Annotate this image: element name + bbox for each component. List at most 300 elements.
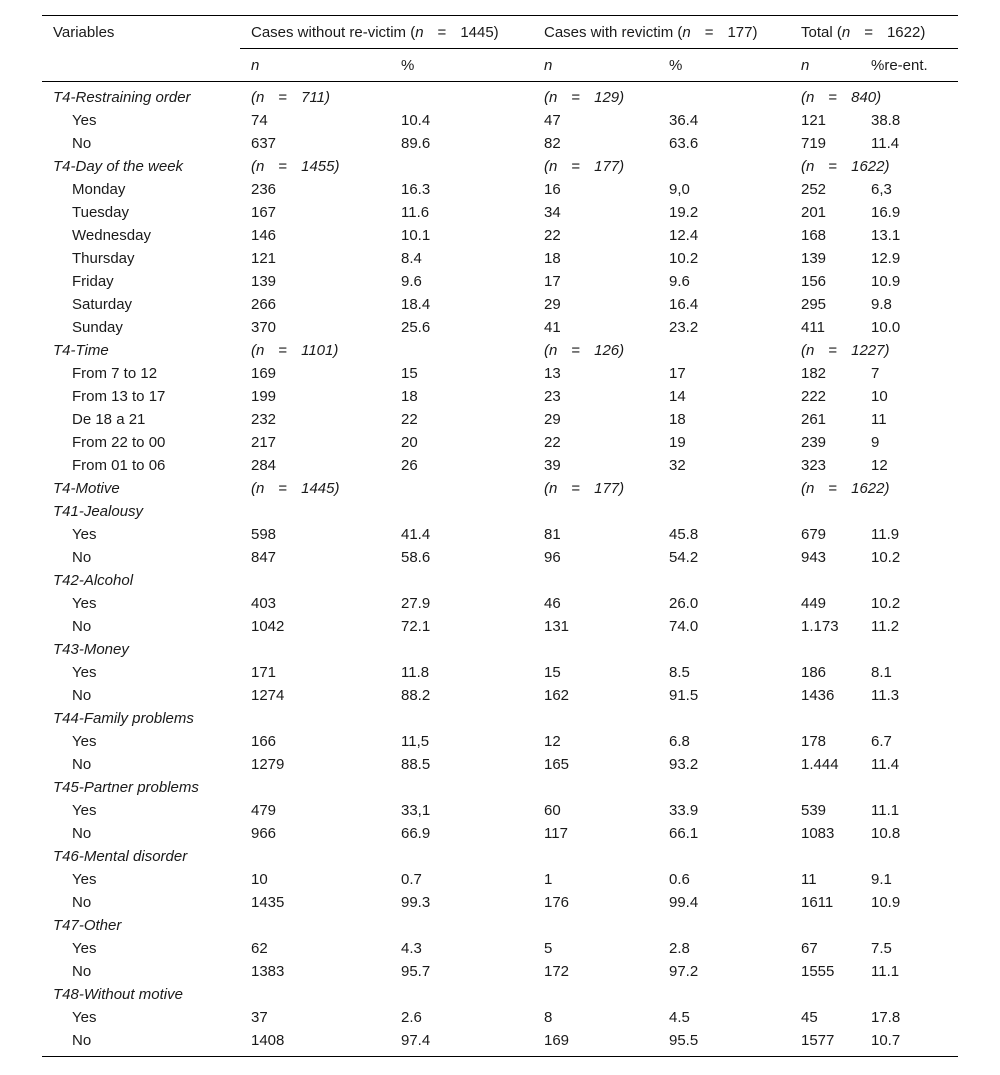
section-sample-size [240,776,533,799]
section-sample-size [533,845,790,868]
cell-n-with: 39 [544,457,561,474]
cell-n-without: 1274 [251,687,285,704]
cell-n-without: 167 [251,204,277,221]
table-row [42,178,958,201]
section-row [42,983,958,1006]
section-row [42,500,958,523]
section-label: T45-Partner problems [53,779,199,796]
cell-n-with: 29 [544,296,561,313]
table-row [42,293,958,316]
cell-pct-reent: 10.2 [871,595,901,612]
cell-pct-with: 4.5 [669,1009,690,1026]
cell-pct-reent: 9.1 [871,871,892,888]
section-sample-size [240,845,533,868]
cell-n-total: 943 [801,549,827,566]
cell-n-with: 117 [544,825,568,842]
cell-n-with: 13 [544,365,561,382]
row-label: From 01 to 06 [72,457,166,474]
cell-pct-with: 8.5 [669,664,690,681]
section-row [42,914,958,937]
cell-pct-reent: 11.4 [871,756,900,773]
cell-n-without: 166 [251,733,277,750]
table-row [42,592,958,615]
cell-n-total: 201 [801,204,827,221]
cell-pct-without: 18.4 [401,296,431,313]
section-sample-size [240,707,533,730]
subheader-n-without: n [240,49,390,82]
cell-n-with: 41 [544,319,561,336]
table-row [42,385,958,408]
section-sample-size [790,500,958,523]
cell-pct-without: 88.2 [401,687,431,704]
cell-n-without: 121 [251,250,277,267]
cell-n-total: 67 [801,940,818,957]
cell-pct-reent: 13.1 [871,227,901,244]
cell-pct-with: 6.8 [669,733,690,750]
cell-n-with: 17 [544,273,561,290]
section-row [42,845,958,868]
row-label: Yes [72,664,97,681]
data-table [42,15,958,1057]
cell-n-without: 1435 [251,894,285,911]
cell-n-without: 1279 [251,756,285,773]
cell-n-without: 146 [251,227,277,244]
section-sample-size: (n = 1445) [251,480,340,497]
cell-n-total: 121 [801,112,827,129]
section-sample-size [790,776,958,799]
section-sample-size [533,638,790,661]
cell-pct-reent: 11.9 [871,526,900,543]
cell-n-without: 171 [251,664,277,681]
section-label: T4-Restraining order [53,89,191,106]
cell-pct-without: 66.9 [401,825,431,842]
cell-pct-with: 9.6 [669,273,690,290]
section-row [42,339,958,362]
section-row [42,776,958,799]
cell-pct-reent: 10.7 [860,1029,958,1057]
row-label: No [72,825,92,842]
section-sample-size: (n = 1455) [251,158,340,175]
table-row [42,960,958,983]
cell-pct-with: 45.8 [669,526,699,543]
cell-pct-reent: 6.7 [871,733,892,750]
row-label: Yes [72,871,97,888]
table-row [42,270,958,293]
cell-n-with: 176 [544,894,570,911]
cell-pct-reent: 11.1 [871,802,900,819]
section-sample-size: (n = 1227) [801,342,890,359]
cell-pct-with: 14 [669,388,686,405]
cell-n-total: 719 [801,135,827,152]
section-sample-size [790,569,958,592]
cell-pct-with: 91.5 [669,687,699,704]
cell-n-without: 199 [251,388,277,405]
section-sample-size [240,983,533,1006]
section-label: T41-Jealousy [53,503,144,520]
cell-pct-without: 8.4 [401,250,422,267]
table-row [42,316,958,339]
cell-pct-reent: 10.9 [871,894,901,911]
cell-pct-with: 2.8 [669,940,690,957]
cell-n-total: 411 [801,319,825,336]
cell-pct-with: 93.2 [669,756,699,773]
cell-n-without: 1383 [251,963,285,980]
cell-n-without: 37 [251,1009,268,1026]
cell-pct-without: 10.1 [401,227,431,244]
section-sample-size: (n = 1622) [801,158,890,175]
section-label: T4-Motive [53,480,120,497]
section-sample-size [533,569,790,592]
row-label: Yes [72,1009,97,1026]
cell-n-with: 81 [544,526,561,543]
cell-n-with: 22 [544,227,561,244]
table-row [42,247,958,270]
cell-n-total: 1577 [790,1029,860,1057]
section-sample-size: (n = 177) [544,480,625,497]
cell-pct-without: 41.4 [401,526,431,543]
cell-pct-without: 9.6 [401,273,422,290]
cell-pct-reent: 7 [871,365,880,382]
cell-pct-without: 27.9 [401,595,431,612]
cell-pct-without: 15 [401,365,418,382]
section-sample-size [790,638,958,661]
table-row [42,431,958,454]
cell-pct-reent: 9 [871,434,880,451]
cell-n-without: 232 [251,411,277,428]
cell-pct-reent: 10 [871,388,888,405]
cell-pct-reent: 11 [871,411,887,428]
cell-pct-with: 16.4 [669,296,699,313]
cell-pct-reent: 6,3 [871,181,892,198]
cell-pct-with: 54.2 [669,549,699,566]
section-sample-size [240,638,533,661]
cell-pct-without: 89.6 [401,135,431,152]
subheader-n-total: n [790,49,860,82]
row-label: From 7 to 12 [72,365,158,382]
cell-pct-without: 0.7 [401,871,422,888]
row-label: Yes [72,940,97,957]
cell-pct-reent: 12 [871,457,888,474]
subheader-n-with: n [533,49,658,82]
row-label: No [72,963,92,980]
cell-pct-reent: 11.4 [871,135,900,152]
cell-pct-without: 4.3 [401,940,422,957]
row-label: De 18 a 21 [72,411,146,428]
cell-pct-with: 95.5 [658,1029,790,1057]
section-sample-size: (n = 126) [544,342,625,359]
cell-n-with: 165 [544,756,570,773]
section-sample-size: (n = 1101) [251,342,339,359]
cell-n-with: 5 [544,940,553,957]
cell-n-total: 295 [801,296,827,313]
cell-pct-without: 72.1 [401,618,431,635]
cell-n-with: 18 [544,250,561,267]
cell-pct-reent: 8.1 [871,664,892,681]
table-row [42,1029,958,1057]
cell-n-total: 261 [801,411,827,428]
section-row [42,82,958,110]
cell-n-without: 139 [251,273,277,290]
cell-n-without: 1408 [240,1029,390,1057]
table-row [42,891,958,914]
cell-n-with: 23 [544,388,561,405]
cell-n-with: 82 [544,135,561,152]
cell-n-without: 370 [251,319,277,336]
row-label: Sunday [72,319,123,336]
table-row [42,132,958,155]
table-row [42,1006,958,1029]
row-label: From 22 to 00 [72,434,166,451]
cell-n-with: 12 [544,733,561,750]
cell-n-with: 22 [544,434,561,451]
subheader-row [42,49,958,82]
cell-pct-without: 11.8 [401,664,430,681]
table-row [42,201,958,224]
cell-pct-reent: 7.5 [871,940,892,957]
cell-pct-reent: 16.9 [871,204,901,221]
cell-pct-without: 97.4 [390,1029,533,1057]
cell-n-without: 236 [251,181,277,198]
table-row [42,523,958,546]
section-label: T43-Money [53,641,129,658]
row-label: No [72,687,92,704]
section-sample-size [533,776,790,799]
row-label: No [72,756,92,773]
table-row [42,753,958,776]
row-label: No [72,135,92,152]
cell-n-total: 449 [801,595,827,612]
cell-pct-reent: 10.2 [871,549,901,566]
row-label: From 13 to 17 [72,388,166,405]
cell-n-with: 169 [533,1029,658,1057]
cell-pct-without: 18 [401,388,418,405]
section-sample-size: (n = 711) [251,89,331,106]
cell-pct-without: 20 [401,434,418,451]
row-label: Yes [72,595,97,612]
cell-n-with: 15 [544,664,561,681]
cell-pct-without: 88.5 [401,756,431,773]
subheader-pct-reent: %re-ent. [860,49,958,82]
row-label: Tuesday [72,204,129,221]
cell-n-total: 222 [801,388,827,405]
cell-pct-with: 66.1 [669,825,699,842]
cell-n-total: 178 [801,733,827,750]
cell-pct-reent: 11.2 [871,618,900,635]
row-label: Thursday [72,250,135,267]
cell-pct-without: 33,1 [401,802,431,819]
cell-pct-reent: 9.8 [871,296,892,313]
cell-pct-with: 74.0 [669,618,699,635]
row-label: Saturday [72,296,133,313]
table-body [42,82,958,1057]
row-label: Yes [72,112,97,129]
section-row [42,707,958,730]
cell-pct-with: 9,0 [669,181,690,198]
cell-n-with: 8 [544,1009,553,1026]
cell-pct-without: 11,5 [401,733,430,750]
cell-n-without: 847 [251,549,277,566]
header-group-without-revictim: Cases without re-victim (n = 1445) [240,16,533,49]
cell-pct-reent: 10.0 [871,319,901,336]
row-label: No [72,894,92,911]
section-sample-size [533,914,790,937]
cell-pct-reent: 17.8 [871,1009,901,1026]
cell-n-total: 156 [801,273,827,290]
cell-n-with: 46 [544,595,561,612]
cell-n-total: 1555 [801,963,835,980]
section-label: T4-Time [53,342,109,359]
cell-pct-without: 16.3 [401,181,431,198]
subheader-pct-with: % [658,49,790,82]
cell-n-without: 966 [251,825,277,842]
cell-pct-without: 25.6 [401,319,431,336]
cell-pct-reent: 38.8 [871,112,901,129]
cell-pct-without: 11.6 [401,204,430,221]
table-row [42,454,958,477]
section-row [42,477,958,500]
cell-pct-with: 12.4 [669,227,699,244]
section-sample-size [240,914,533,937]
section-label: T4-Day of the week [53,158,184,175]
section-row [42,155,958,178]
cell-n-with: 172 [544,963,570,980]
cell-pct-without: 99.3 [401,894,431,911]
header-row [42,16,958,49]
cell-pct-reent: 10.9 [871,273,901,290]
table-row [42,362,958,385]
cell-pct-without: 22 [401,411,418,428]
cell-n-total: 252 [801,181,827,198]
cell-n-total: 679 [801,526,827,543]
table-row [42,937,958,960]
section-label: T47-Other [53,917,122,934]
cell-pct-reent: 11.3 [871,687,900,704]
cell-n-total: 1611 [801,894,834,911]
cell-n-without: 266 [251,296,277,313]
cell-n-without: 74 [251,112,268,129]
cell-pct-with: 97.2 [669,963,699,980]
section-sample-size [240,569,533,592]
cell-pct-with: 18 [669,411,686,428]
cell-pct-without: 2.6 [401,1009,422,1026]
row-label: No [42,1029,240,1057]
section-sample-size [533,983,790,1006]
cell-n-without: 403 [251,595,277,612]
cell-n-total: 1083 [801,825,835,842]
header-group-with-revictim: Cases with revictim (n = 177) [533,16,790,49]
cell-n-without: 10 [251,871,268,888]
table-row [42,661,958,684]
cell-pct-reent: 11.1 [871,963,900,980]
section-sample-size [790,983,958,1006]
cell-pct-with: 19 [669,434,686,451]
cell-pct-with: 99.4 [669,894,699,911]
cell-n-total: 1.173 [801,618,839,635]
cell-pct-without: 26 [401,457,418,474]
section-label: T42-Alcohol [53,572,134,589]
header-group-total: Total (n = 1622) [790,16,958,49]
cell-n-with: 16 [544,181,561,198]
row-label: Yes [72,526,97,543]
header-variables: Variables [42,16,240,49]
cell-pct-with: 23.2 [669,319,699,336]
cell-n-total: 323 [801,457,827,474]
cell-pct-with: 36.4 [669,112,699,129]
section-sample-size [240,500,533,523]
cell-n-without: 284 [251,457,277,474]
section-label: T44-Family problems [53,710,194,727]
row-label: Wednesday [72,227,151,244]
section-sample-size [790,845,958,868]
section-sample-size: (n = 1622) [801,480,890,497]
cell-pct-reent: 10.8 [871,825,901,842]
cell-pct-with: 32 [669,457,686,474]
section-sample-size [533,707,790,730]
cell-n-without: 598 [251,526,277,543]
cell-n-with: 34 [544,204,561,221]
cell-n-total: 11 [801,871,817,888]
cell-pct-reent: 12.9 [871,250,901,267]
cell-pct-without: 95.7 [401,963,431,980]
cell-n-with: 47 [544,112,561,129]
cell-n-total: 45 [801,1009,818,1026]
cell-pct-without: 58.6 [401,549,431,566]
cell-n-total: 1436 [801,687,835,704]
table-header [42,16,958,82]
table-row [42,109,958,132]
cell-pct-with: 63.6 [669,135,699,152]
table-row [42,799,958,822]
table-row [42,546,958,569]
row-label: No [72,618,92,635]
cell-pct-with: 17 [669,365,686,382]
row-label: Monday [72,181,126,198]
cell-n-total: 139 [801,250,827,267]
cell-n-with: 1 [544,871,553,888]
cell-n-without: 637 [251,135,277,152]
cell-n-with: 60 [544,802,561,819]
section-sample-size [790,707,958,730]
row-label: Yes [72,733,97,750]
cell-n-total: 239 [801,434,827,451]
table-row [42,224,958,247]
section-row [42,569,958,592]
section-sample-size [790,914,958,937]
cell-n-total: 182 [801,365,827,382]
cell-n-without: 217 [251,434,277,451]
section-sample-size: (n = 840) [801,89,882,106]
row-label: Yes [72,802,97,819]
cell-n-total: 539 [801,802,827,819]
cell-n-without: 1042 [251,618,285,635]
cell-n-total: 168 [801,227,827,244]
cell-n-total: 186 [801,664,827,681]
table-row [42,822,958,845]
table-row [42,615,958,638]
table-row [42,408,958,431]
section-row [42,638,958,661]
cell-n-with: 162 [544,687,570,704]
cell-pct-with: 10.2 [669,250,699,267]
section-label: T46-Mental disorder [53,848,188,865]
row-label: No [72,549,92,566]
cell-pct-with: 33.9 [669,802,699,819]
cell-n-with: 131 [544,618,570,635]
table-row [42,684,958,707]
cell-n-without: 479 [251,802,277,819]
cell-n-total: 1.444 [801,756,839,773]
subheader-empty [42,49,240,82]
